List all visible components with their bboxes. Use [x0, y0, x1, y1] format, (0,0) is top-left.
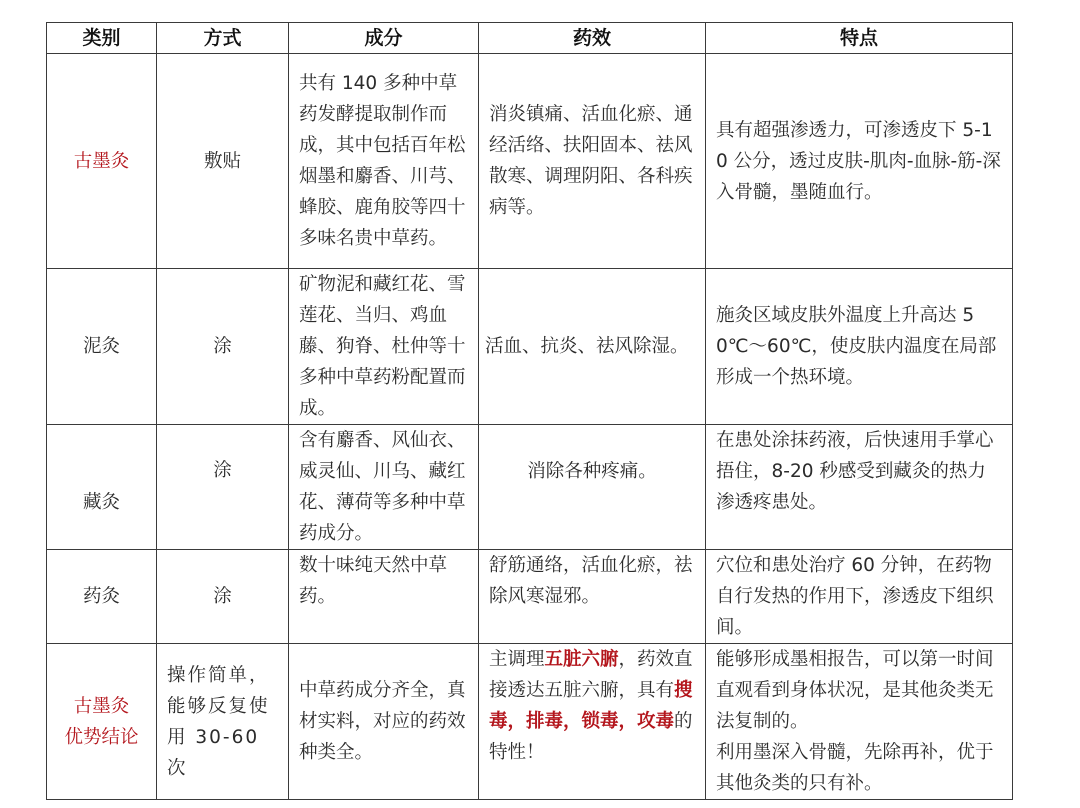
ingredients-cell: 含有麝香、风仙衣、威灵仙、川乌、藏红花、薄荷等多种中草药成分。	[289, 425, 479, 550]
table-row	[47, 644, 1013, 800]
features-paragraph-1: 能够形成墨相报告，可以第一时间直观看到身体状况，是其他灸类无法复制的。	[716, 649, 994, 732]
header-method: 方式	[157, 23, 289, 54]
category-cell: 古墨灸	[47, 54, 157, 269]
efficacy-highlight-organs: 五脏六腑	[544, 649, 619, 670]
conclusion-title-line2: 优势结论	[64, 726, 139, 748]
conclusion-category-cell	[47, 644, 157, 800]
features-cell: 施灸区域皮肤外温度上升高达 50℃～60℃，使皮肤内温度在局部形成一个热环境。	[706, 269, 1013, 425]
category-text: 藏灸	[82, 492, 120, 513]
ingredients-cell: 矿物泥和藏红花、雪莲花、当归、鸡血藤、狗脊、杜仲等十多种中草药粉配置而成。	[289, 269, 479, 425]
table-row	[47, 54, 1013, 269]
features-cell	[706, 644, 1013, 800]
efficacy-text-1: 主调理	[489, 649, 545, 670]
ingredients-cell: 中草药成分齐全，真材实料，对应的药效种类全。	[289, 644, 479, 800]
table-row	[47, 550, 1013, 644]
efficacy-cell: 舒筋通络，活血化瘀，祛除风寒湿邪。	[479, 550, 706, 644]
category-cell: 泥灸	[47, 269, 157, 425]
method-text: 涂	[213, 460, 232, 481]
moxibustion-comparison-table	[46, 22, 1013, 800]
features-cell: 具有超强渗透力，可渗透皮下 5-10 公分，透过皮肤-肌肉-血脉-筋-深入骨髓，墨随血行。	[706, 54, 1013, 269]
efficacy-cell: 活血、抗炎、祛风除湿。	[479, 269, 706, 425]
efficacy-text-2: ，药效直接透达五脏六腑，具有	[489, 649, 693, 701]
header-category: 类别	[47, 23, 157, 54]
header-features: 特点	[706, 23, 1013, 54]
conclusion-title-line1: 古墨灸	[73, 695, 130, 717]
method-cell: 敷贴	[157, 54, 289, 269]
method-cell: 涂	[157, 269, 289, 425]
efficacy-cell	[479, 425, 706, 550]
ingredients-cell: 共有 140 多种中草药发酵提取制作而成，其中包括百年松烟墨和麝香、川芎、蜂胶、鹿角胶等四十多味名贵中草药。	[289, 54, 479, 269]
features-cell: 在患处涂抹药液，后快速用手掌心捂住，8-20 秒感受到藏灸的热力渗透疼患处。	[706, 425, 1013, 550]
table-row	[47, 425, 1013, 550]
features-paragraph-2: 利用墨深入骨髓，先除再补，优于其他灸类的只有补。	[716, 742, 994, 794]
method-cell: 操作简单，能够反复使用 30-60 次	[157, 644, 289, 800]
header-efficacy: 药效	[479, 23, 706, 54]
table-row	[47, 269, 1013, 425]
header-ingredients: 成分	[289, 23, 479, 54]
method-cell	[157, 425, 289, 550]
efficacy-highlight-detox: 搜毒，排毒，锁毒，攻毒	[489, 680, 693, 732]
efficacy-cell: 消炎镇痛、活血化瘀、通经活络、扶阳固本、祛风散寒、调理阴阳、各科疾病等。	[479, 54, 706, 269]
method-cell: 涂	[157, 550, 289, 644]
category-cell	[47, 425, 157, 550]
features-cell: 穴位和患处治疗 60 分钟，在药物自行发热的作用下，渗透皮下组织间。	[706, 550, 1013, 644]
efficacy-cell	[479, 644, 706, 800]
ingredients-cell: 数十味纯天然中草药。	[289, 550, 479, 644]
category-cell: 药灸	[47, 550, 157, 644]
header-row	[47, 23, 1013, 54]
efficacy-text: 消除各种疼痛。	[527, 461, 657, 482]
efficacy-text-3: 的特性！	[489, 711, 693, 763]
